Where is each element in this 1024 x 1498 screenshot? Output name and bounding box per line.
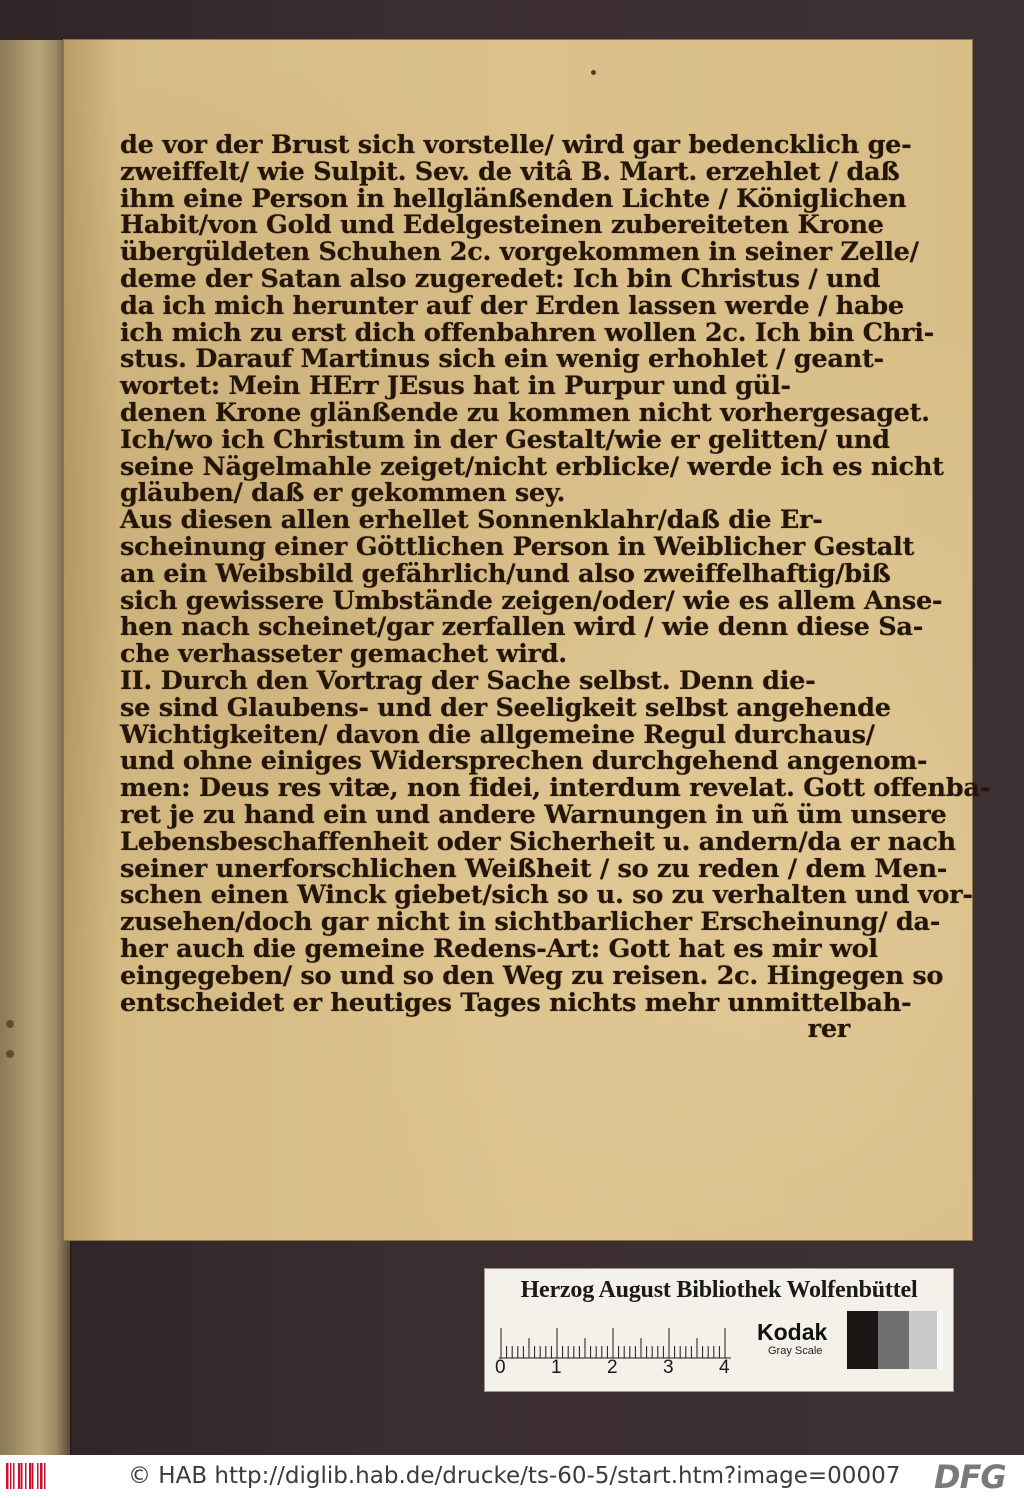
text-line: und ohne einiges Widersprechen durchgehend angenom- xyxy=(120,746,928,777)
text-line: eingegeben/ so und so den Weg zu reisen. 2c. Hingegen so xyxy=(120,960,944,991)
gray-patch xyxy=(937,1311,943,1369)
text-line: de vor der Brust sich vorstelle/ wird gar bedencklich ge- xyxy=(120,130,912,160)
text-line: entscheidet er heutiges Tages nichts mehr unmittelbah- xyxy=(120,987,912,1018)
text-line: hen nach scheinet/gar zerfallen wird / wie denn diese Sa- xyxy=(120,612,924,643)
text-line: an ein Weibsbild gefährlich/und also zweiffelhaftig/biß xyxy=(120,558,891,589)
gray-patch xyxy=(909,1311,937,1369)
kodak-logo-text: Kodak xyxy=(757,1319,828,1345)
previous-page-edge xyxy=(0,40,72,1455)
scanned-page xyxy=(64,40,990,1240)
dfg-logo: DFG xyxy=(934,1458,1006,1496)
hab-logo-bar xyxy=(18,1463,21,1489)
text-line: seiner unerforschlichen Weißheit / so zu reden / dem Men- xyxy=(120,853,948,884)
text-line: sich gewissere Umbstände zeigen/oder/ wie es allem Anse- xyxy=(120,585,943,616)
text-line: ich mich zu erst dich offenbahren wollen 2c. Ich bin Chri- xyxy=(120,317,934,348)
footer-bar xyxy=(0,1455,1024,1498)
page-speck xyxy=(591,70,596,75)
hab-logo-bar xyxy=(37,1463,39,1489)
text-line: übergüldeten Schuhen 2c. vorgekommen in seiner Zelle/ xyxy=(120,237,919,268)
footer-credit: © HAB http://diglib.hab.de/drucke/ts-60-5/start.htm?image=00007 xyxy=(128,1463,901,1489)
text-line: zweiffelt/ wie Sulpit. Sev. de vitâ B. Mart. erzehlet / daß xyxy=(120,156,900,187)
text-line: seine Nägelmahle zeiget/nicht erblicke/ werde ich es nicht xyxy=(120,451,944,482)
text-line: schen einen Winck giebet/sich so u. so zu verhalten und vor- xyxy=(120,880,973,911)
kodak-gray-scale-label: Gray Scale xyxy=(768,1345,823,1357)
ruler-number: 1 xyxy=(551,1357,562,1378)
ruler-scale xyxy=(497,1319,733,1359)
text-line: denen Krone glänßende zu kommen nicht vorhergesaget. xyxy=(120,397,930,428)
text-line: ret je zu hand ein und andere Warnungen in uñ üm unsere xyxy=(120,799,947,830)
color-target-card xyxy=(484,1268,954,1392)
text-line: Lebensbeschaffenheit oder Sicherheit u. andern/da er nach xyxy=(120,826,956,857)
catchword: rer xyxy=(807,1014,850,1045)
text-line: stus. Darauf Martinus sich ein wenig erhohlet / geant- xyxy=(120,344,884,375)
text-line: wortet: Mein HErr JEsus hat in Purpur und gül- xyxy=(120,371,791,402)
page-edge-mark xyxy=(6,1050,14,1058)
hab-logo-bar xyxy=(44,1463,46,1489)
text-line: Habit/von Gold und Edelgesteinen zubereiteten Krone xyxy=(120,210,884,241)
ruler-number: 2 xyxy=(607,1357,618,1378)
fraktur-text-block xyxy=(120,130,990,1045)
library-name: Herzog August Bibliothek Wolfenbüttel xyxy=(520,1277,918,1303)
text-line: Aus diesen allen erhellet Sonnenklahr/daß die Er- xyxy=(120,505,823,536)
text-line: zusehen/doch gar nicht in sichtbarlicher Erscheinung/ da- xyxy=(120,907,941,938)
hab-logo-bar xyxy=(32,1463,34,1489)
text-line: se sind Glaubens- und der Seeligkeit selbst angehende xyxy=(120,692,891,723)
gray-patch xyxy=(878,1311,909,1369)
text-line: gläuben/ daß er gekommen sey. xyxy=(120,478,566,509)
text-line: da ich mich herunter auf der Erden lassen werde / habe xyxy=(120,290,904,321)
text-line: deme der Satan also zugeredet: Ich bin Christus / und xyxy=(120,263,881,294)
page-edge-mark xyxy=(6,1020,14,1028)
hab-logo-bar xyxy=(13,1463,15,1489)
text-line: men: Deus res vitæ, non fidei, interdum revelat. Gott offenba- xyxy=(120,773,990,804)
text-line: ihm eine Person in hellglänßenden Lichte / Königlichen xyxy=(120,183,907,214)
text-line: Wichtigkeiten/ davon die allgemeine Regul durchaus/ xyxy=(120,719,875,750)
hab-logo-bar xyxy=(10,1463,12,1489)
text-line: Ich/wo ich Christum in der Gestalt/wie er gelitten/ und xyxy=(120,424,890,455)
ruler-number: 3 xyxy=(663,1357,674,1378)
gray-patch xyxy=(847,1311,878,1369)
ruler-number: 4 xyxy=(719,1357,730,1378)
text-line: II. Durch den Vortrag der Sache selbst. Denn die- xyxy=(120,665,816,696)
hab-logo-bar xyxy=(21,1463,23,1489)
hab-barcode-icon xyxy=(4,1461,48,1491)
hab-logo-bar xyxy=(25,1463,27,1489)
hab-logo-bar xyxy=(29,1463,32,1489)
ruler-number: 0 xyxy=(495,1357,506,1378)
text-line: scheinung einer Göttlichen Person in Weiblicher Gestalt xyxy=(120,531,914,562)
hab-logo-bar xyxy=(40,1463,43,1489)
text-line: che verhasseter gemachet wird. xyxy=(120,639,567,670)
hab-logo-bar xyxy=(6,1463,9,1489)
text-line: her auch die gemeine Redens-Art: Gott hat es mir wol xyxy=(120,933,878,964)
ruler-numbers xyxy=(485,1357,745,1381)
